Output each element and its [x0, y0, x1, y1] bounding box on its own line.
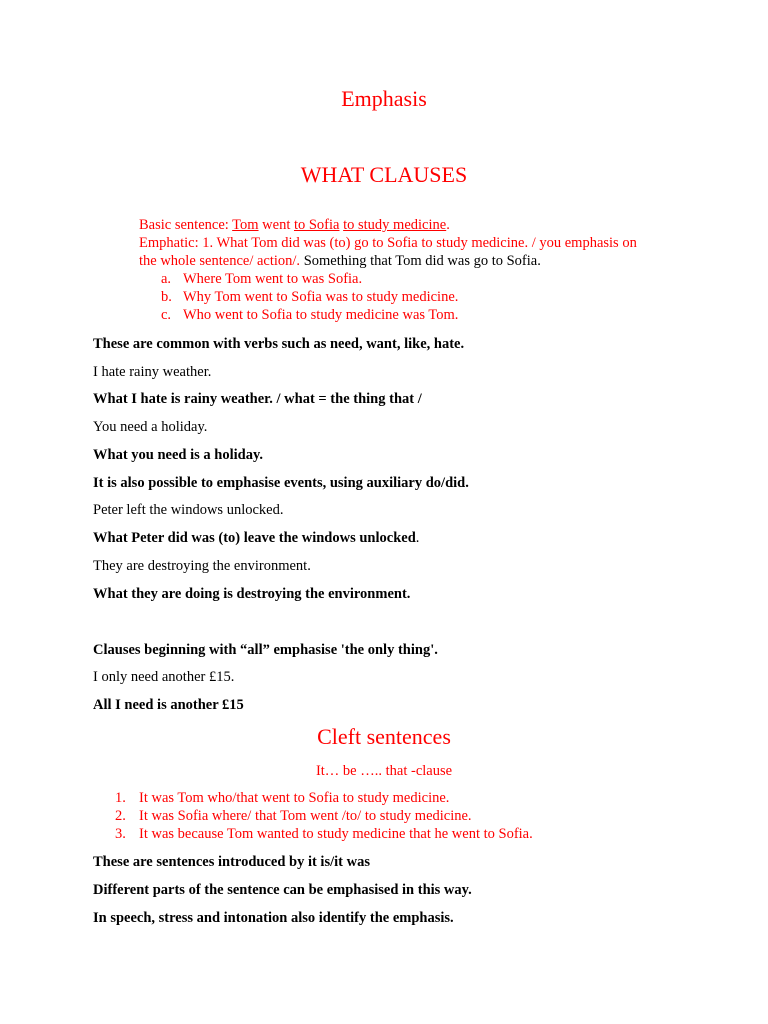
- list-item: [161, 288, 458, 306]
- section-heading-cleft: Cleft sentences: [317, 724, 451, 749]
- paragraph: I hate rainy weather.: [93, 364, 212, 380]
- list-marker: c.: [161, 307, 172, 323]
- paragraph: They are destroying the environment.: [93, 558, 311, 574]
- paragraph: [93, 529, 419, 547]
- list-text: It was Sofia where/ that Tom went /to/ to study medicine.: [139, 808, 472, 824]
- list-item: [115, 807, 472, 825]
- list-text: Who went to Sofia to study medicine was Tom.: [183, 307, 459, 323]
- paragraph: I only need another £15.: [93, 669, 235, 685]
- list-marker: 3.: [115, 826, 126, 842]
- basic-verb: went: [258, 217, 294, 233]
- emphatic-line-2-black: Something that Tom did was go to Sofia.: [300, 253, 541, 269]
- cleft-subheading: It… be ….. that -clause: [315, 763, 453, 779]
- paragraph: These are common with verbs such as need, want, like, hate.: [93, 336, 465, 352]
- list-item: [115, 789, 449, 807]
- paragraph: Different parts of the sentence can be emphasised in this way.: [93, 882, 472, 898]
- list-marker: a.: [161, 271, 172, 287]
- paragraph: You need a holiday.: [93, 419, 208, 435]
- list-marker: 2.: [115, 808, 126, 824]
- emphatic-line-2-red: the whole sentence/ action/.: [139, 253, 301, 269]
- basic-period: .: [446, 217, 450, 233]
- paragraph: These are sentences introduced by it is/it was: [93, 854, 370, 870]
- paragraph: What I hate is rainy weather. / what = the thing that /: [93, 391, 422, 407]
- list-marker: b.: [161, 289, 172, 305]
- paragraph: In speech, stress and intonation also identify the emphasis.: [93, 910, 454, 926]
- emphatic-line-2: [139, 252, 541, 270]
- paragraph-tail: .: [415, 530, 420, 546]
- basic-subject: Tom: [232, 217, 259, 233]
- section-heading-what-clauses: WHAT CLAUSES: [300, 162, 468, 187]
- paragraph: Clauses beginning with “all” emphasise 'the only thing'.: [93, 642, 438, 658]
- list-item: [161, 306, 458, 324]
- paragraph: All I need is another £15: [93, 697, 244, 713]
- basic-sentence: [139, 216, 450, 234]
- page-title: Emphasis: [341, 86, 427, 111]
- list-item: [161, 270, 362, 288]
- list-text: It was Tom who/that went to Sofia to study medicine.: [139, 790, 450, 806]
- emphatic-line-1: Emphatic: 1. What Tom did was (to) go to Sofia to study medicine. / you emphasis on: [139, 235, 637, 251]
- paragraph: What they are doing is destroying the environment.: [93, 586, 411, 602]
- paragraph: It is also possible to emphasise events, using auxiliary do/did.: [93, 475, 469, 491]
- list-marker: 1.: [115, 790, 126, 806]
- basic-place: to Sofia: [293, 217, 340, 233]
- list-text: Where Tom went to was Sofia.: [183, 271, 363, 287]
- paragraph-bold: What Peter did was (to) leave the windows unlocked: [93, 530, 416, 546]
- list-item: [115, 825, 533, 843]
- basic-purpose: to study medicine: [343, 217, 447, 233]
- list-text: Why Tom went to Sofia was to study medicine.: [183, 289, 459, 305]
- list-text: It was because Tom wanted to study medicine that he went to Sofia.: [139, 826, 533, 842]
- paragraph: What you need is a holiday.: [93, 447, 264, 463]
- basic-label: Basic sentence:: [139, 217, 233, 233]
- paragraph: Peter left the windows unlocked.: [93, 502, 284, 518]
